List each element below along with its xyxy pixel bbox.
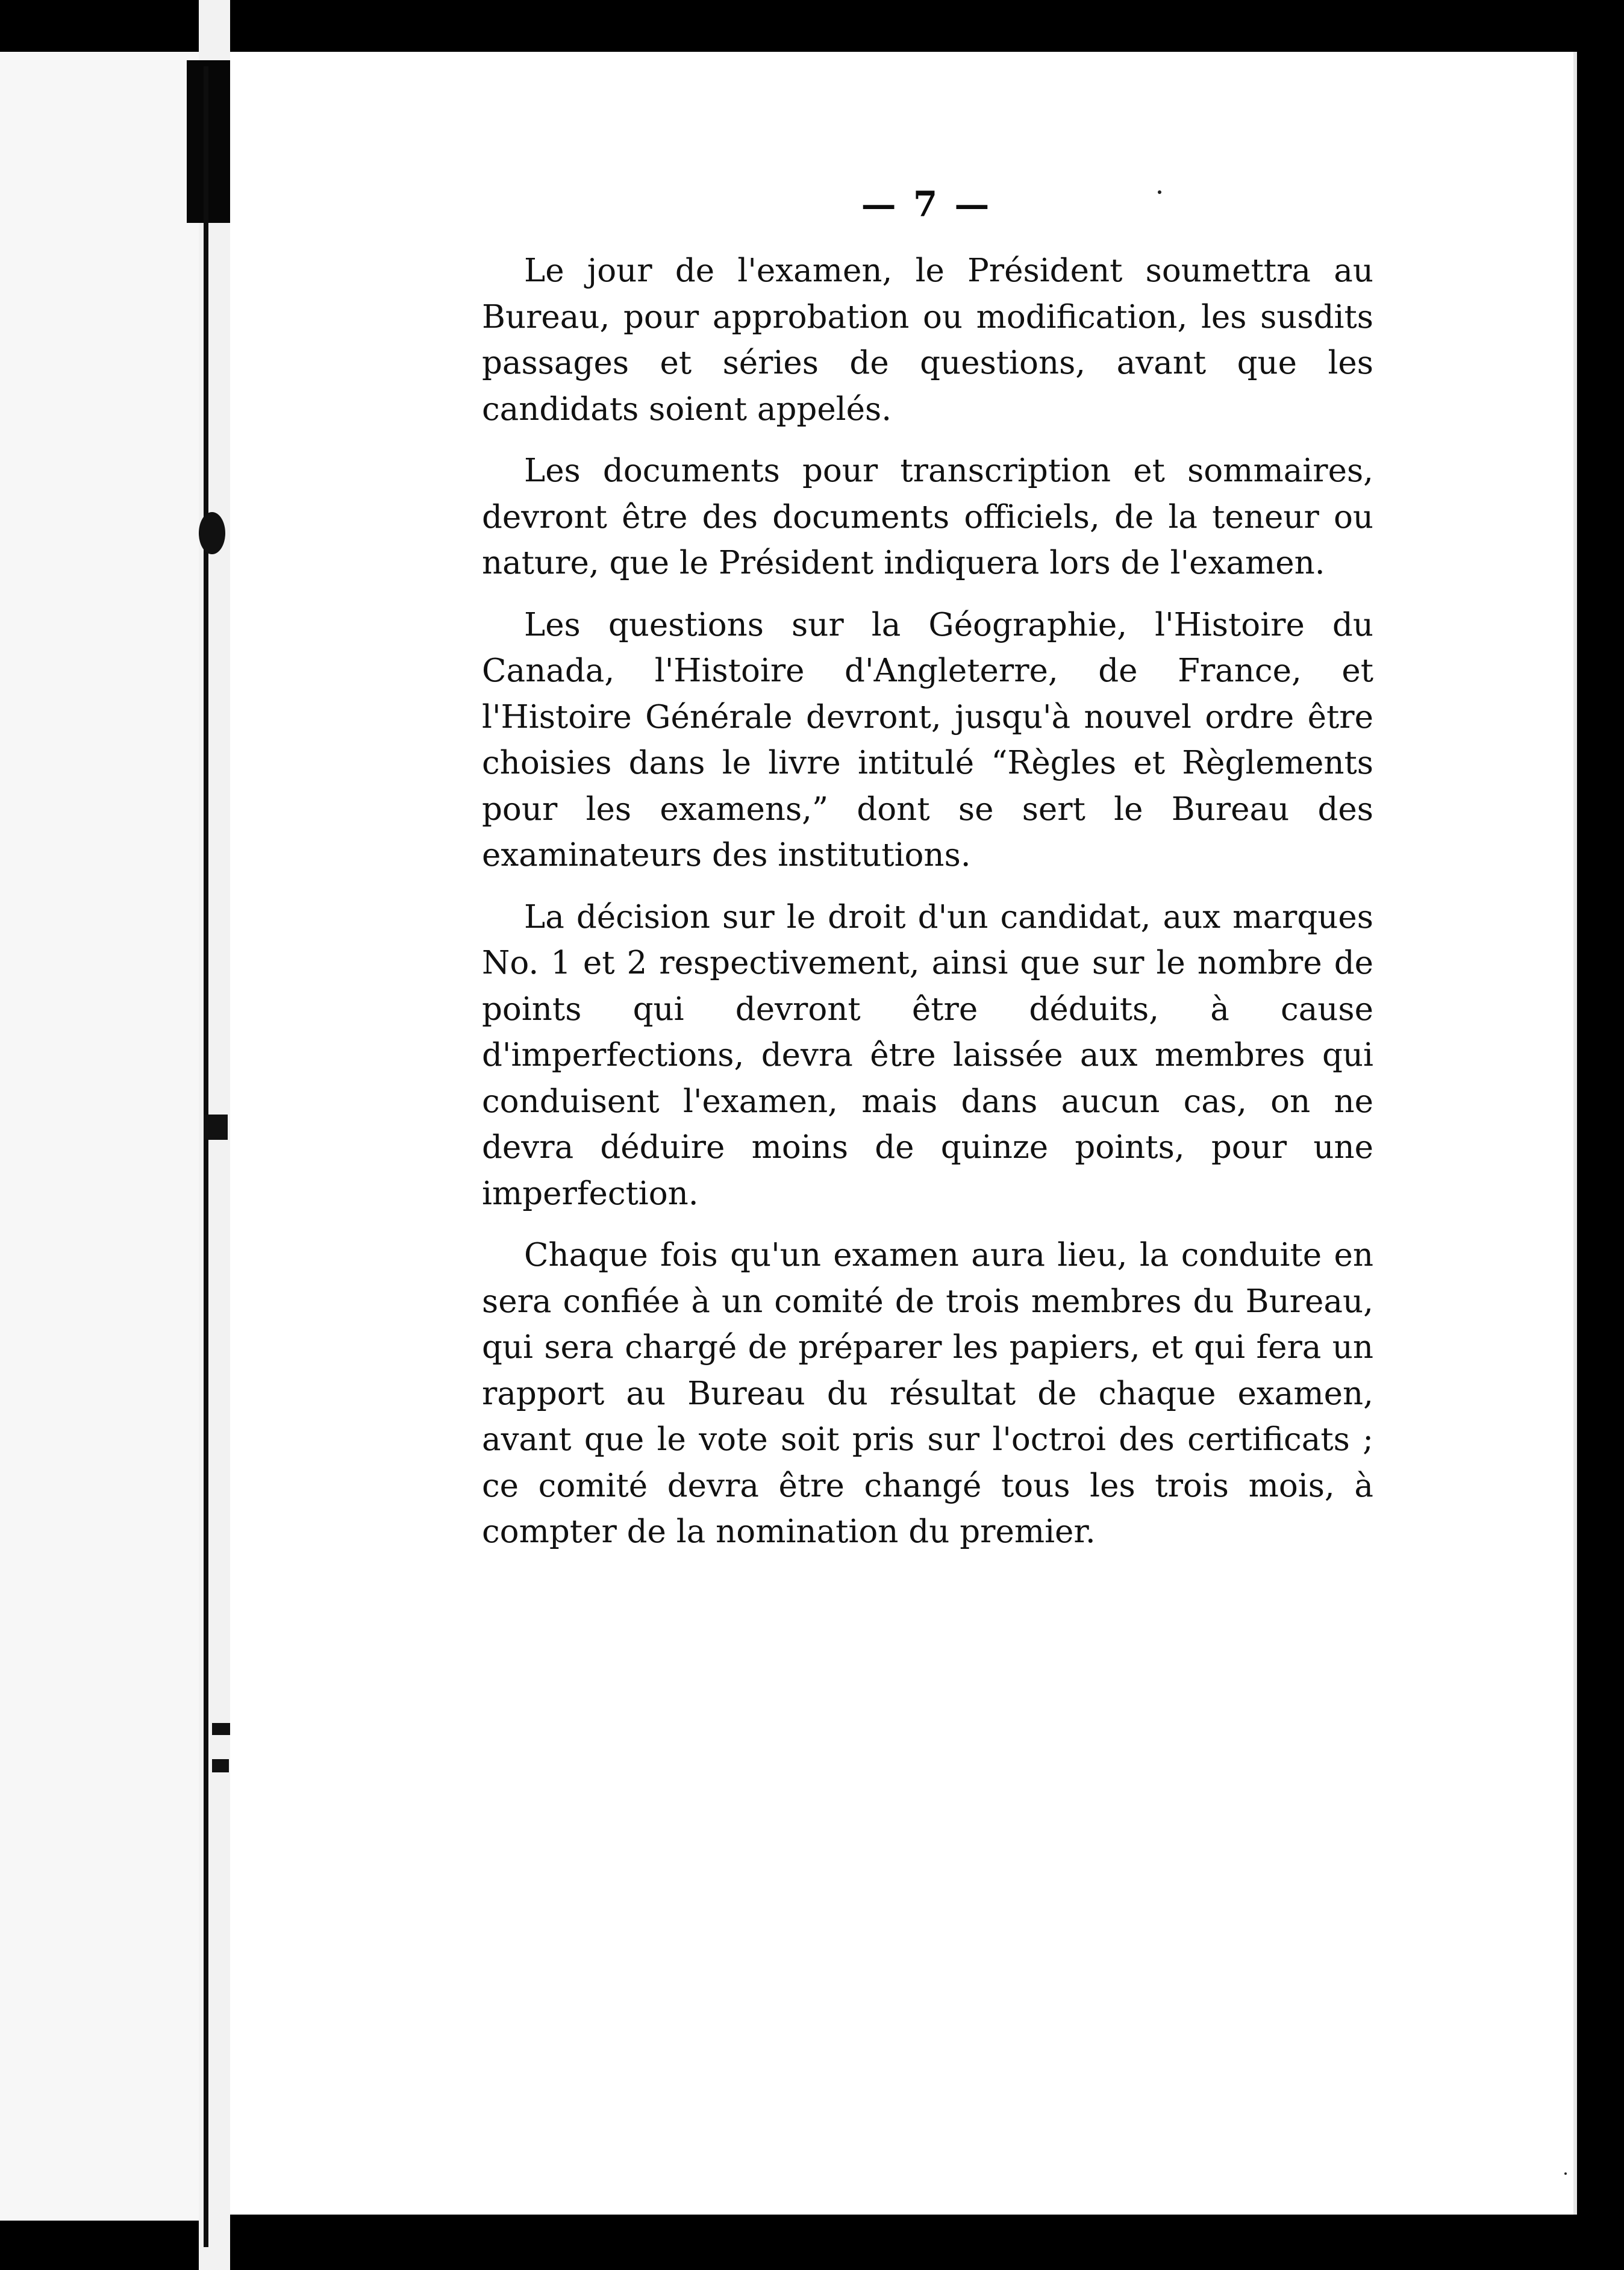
body-text <box>482 248 1373 1571</box>
scan-speck <box>1564 2172 1567 2175</box>
previous-page-edge <box>0 52 199 2221</box>
binding-mark <box>204 1115 228 1140</box>
binding-line <box>204 66 208 2247</box>
scan-speck <box>1158 190 1161 194</box>
binding-clip <box>187 60 235 223</box>
paragraph: Les documents pour transcription et sommaires, devront être des documents officiels, de la teneur ou nature, que le Président indiquera lors de l'examen. <box>482 452 1373 581</box>
paragraph: La décision sur le droit d'un candidat, aux marques No. 1 et 2 respectivement, ainsi que sur le nombre de points qui devront être déduits, à cause d'imperfections, devra être laissée aux membres qui conduisent l'examen, mais dans aucun cas, on ne devra déduire moins de quinze points, pour une imperfection. <box>482 898 1373 1212</box>
paragraph: Chaque fois qu'un examen aura lieu, la conduite en sera confiée à un comité de trois membres du Bureau, qui sera chargé de préparer les papiers, et qui fera un rapport au Bureau du résultat de chaque examen, avant que le vote soit pris sur l'octroi des certificats ; ce comité devra être changé tous les trois mois, à compter de la nomination du premier. <box>482 1237 1373 1550</box>
paragraph: Le jour de l'examen, le Président soumettra au Bureau, pour approbation ou modification, les susdits passages et séries de questions, avant que les candidats soient appelés. <box>482 252 1373 428</box>
paragraph: Les questions sur la Géographie, l'Histoire du Canada, l'Histoire d'Angleterre, de France, et l'Histoire Générale devront, jusqu'à nouvel ordre être choisies dans le livre intitulé “Règles et Règlements pour les examens,” dont se sert le Bureau des examinateurs des institutions. <box>482 606 1373 874</box>
binding-mark <box>212 1759 229 1772</box>
page-number: — 7 — <box>861 184 992 225</box>
binding-mark <box>212 1723 231 1735</box>
binding-mark <box>199 512 225 554</box>
